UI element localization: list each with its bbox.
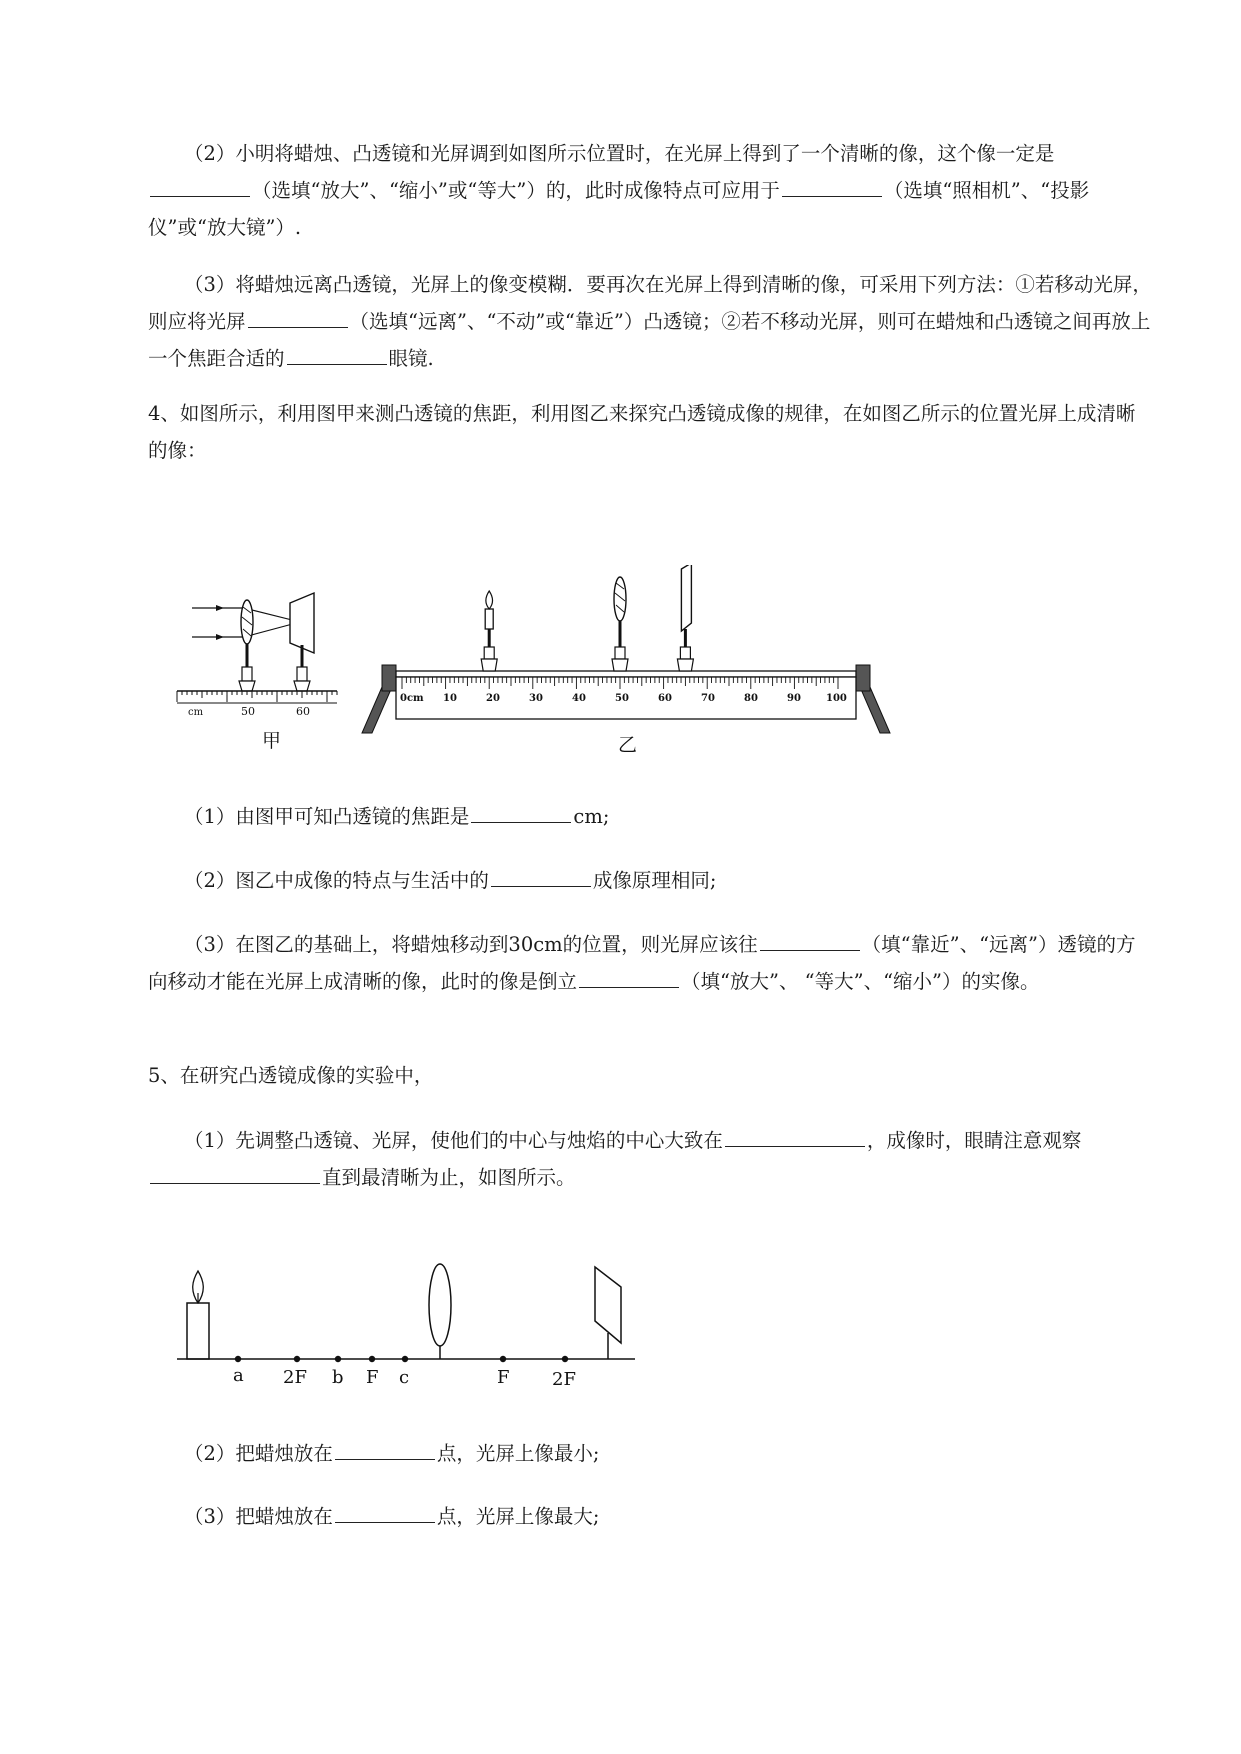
- axis-point-b: [335, 1356, 341, 1362]
- ruler-tick-label: 50: [615, 693, 629, 704]
- figure-yi: [360, 565, 895, 765]
- answer-blank[interactable]: [150, 195, 250, 197]
- q3-part3: [148, 266, 1153, 377]
- q5-part1-text-b: ，成像时，眼睛注意观察: [866, 1129, 1082, 1152]
- bench-leg-right: [860, 687, 890, 733]
- light-screen-icon: [677, 565, 693, 671]
- ruler-tick-label: 30: [529, 693, 543, 704]
- ruler-tick-label: 50: [241, 705, 255, 718]
- ruler-tick-label: 40: [572, 693, 586, 704]
- axis-point-f-left: [369, 1356, 375, 1362]
- q5-part1: [148, 1122, 1153, 1196]
- q3-part3-text-a: （3）将蜡烛远离凸透镜，光屏上的像变模糊．要再次在光屏上得到清晰的像，可采用下列方法：①若移动光屏，则应将光屏: [148, 273, 1152, 333]
- answer-blank[interactable]: [248, 326, 348, 328]
- convex-lens-icon: [612, 577, 628, 671]
- figure-jia: [172, 575, 340, 755]
- q4-stem: [148, 395, 1153, 469]
- ruler-tick-label: 60: [296, 705, 310, 718]
- q5-part2: [148, 1435, 1153, 1472]
- axis-point-2f-left: [294, 1356, 300, 1362]
- q3-part2-text-c: （选填“照相机”、“投影仪”或“放大镜”）.: [148, 179, 1090, 239]
- convex-lens-icon: [241, 600, 253, 644]
- q4-part2-text-b: 成像原理相同;: [592, 869, 717, 892]
- answer-blank[interactable]: [287, 363, 387, 365]
- q4-stem-text: 4、如图所示，利用图甲来测凸透镜的焦距，利用图乙来探究凸透镜成像的规律，在如图乙所示的位置光屏上成清晰的像：: [148, 402, 1136, 462]
- answer-blank[interactable]: [471, 821, 571, 823]
- figure-q5-optical-setup: [175, 1255, 640, 1395]
- q3-part2-text-a: （2）小明将蜡烛、凸透镜和光屏调到如图所示位置时，在光屏上得到了一个清晰的像，这个像一定是: [184, 142, 1055, 165]
- candle-icon: [481, 591, 497, 671]
- axis-point-label: 2F: [552, 1369, 576, 1390]
- bench-rail: [396, 671, 856, 677]
- ruler-tick-label: 80: [744, 693, 758, 704]
- ruler-tick-label: 100: [826, 693, 847, 704]
- q4-part3-text-a: （3）在图乙的基础上，将蜡烛移动到30cm的位置，则光屏应该往: [184, 933, 758, 956]
- axis-point-label: 2F: [283, 1367, 307, 1388]
- q5-part3-text-b: 点，光屏上像最大;: [436, 1505, 600, 1528]
- ruler-ticks: [177, 691, 337, 702]
- ruler-tick-label: 10: [443, 693, 457, 704]
- axis-point-c: [402, 1356, 408, 1362]
- bench-end-left: [382, 665, 396, 691]
- ruler-tick-label: 60: [658, 693, 672, 704]
- answer-blank[interactable]: [491, 885, 591, 887]
- q3-part2-text-b: （选填“放大”、“缩小”或“等大”）的，此时成像特点可应用于: [252, 179, 780, 202]
- figure-label-yi: 乙: [618, 734, 638, 756]
- light-screen-icon: [595, 1267, 621, 1343]
- q4-part2-text-a: （2）图乙中成像的特点与生活中的: [184, 869, 489, 892]
- axis-point-label: b: [332, 1367, 344, 1388]
- figure-label-jia: 甲: [262, 730, 282, 752]
- answer-blank[interactable]: [760, 949, 860, 951]
- q4-part1-text-b: cm;: [573, 805, 610, 828]
- ruler-unit: 0cm: [400, 693, 424, 704]
- candle-body: [187, 1303, 209, 1359]
- q5-part1-text-c: 直到最清晰为止，如图所示。: [322, 1166, 576, 1189]
- answer-blank[interactable]: [579, 986, 679, 988]
- q4-part3-text-b: （填“靠近”、“远离”）透镜的方向移动才能在光屏上成清晰的像，此时的像是倒立: [148, 933, 1136, 993]
- q5-part2-text-a: （2）把蜡烛放在: [184, 1442, 333, 1465]
- q3-part2: [148, 135, 1153, 246]
- answer-blank[interactable]: [782, 195, 882, 197]
- lens-holder: [242, 667, 252, 681]
- answer-blank[interactable]: [725, 1145, 865, 1147]
- q4-part2: [148, 862, 1153, 899]
- q4-part3-text-c: （填“放大”、 “等大”、“缩小”）的实像。: [681, 970, 1040, 993]
- bench-leg-left: [362, 687, 392, 733]
- ray-arrow-icon: [216, 605, 224, 611]
- answer-blank[interactable]: [150, 1182, 320, 1184]
- axis-point-label: a: [233, 1365, 244, 1386]
- axis-point-label: F: [497, 1367, 510, 1388]
- lens-base: [239, 681, 255, 691]
- ray-arrow-icon: [216, 634, 224, 640]
- q4-part1: [148, 798, 1153, 835]
- axis-point-a: [235, 1356, 241, 1362]
- q5-part3: [148, 1498, 1153, 1535]
- ruler-tick-label: 70: [701, 693, 715, 704]
- q3-part3-text-c: 眼镜.: [388, 347, 434, 370]
- light-screen-icon: [290, 593, 314, 653]
- q4-part3: [148, 926, 1153, 1000]
- screen-holder: [297, 667, 307, 681]
- axis-point-label: c: [399, 1367, 410, 1388]
- answer-blank[interactable]: [335, 1521, 435, 1523]
- ruler-tick-label: 20: [486, 693, 500, 704]
- answer-blank[interactable]: [335, 1458, 435, 1460]
- axis-point-f-right: [500, 1356, 506, 1362]
- q5-part2-text-b: 点，光屏上像最小;: [436, 1442, 600, 1465]
- bench-end-right: [856, 665, 870, 691]
- q4-part1-text-a: （1）由图甲可知凸透镜的焦距是: [184, 805, 470, 828]
- q5-stem-text: 5、在研究凸透镜成像的实验中，: [148, 1064, 434, 1087]
- q3-part3-text-b: （选填“远离”、“不动”或“靠近”）凸透镜；②若不移动光屏，则可在蜡烛和凸透镜之间再放上一个焦距合适的: [148, 310, 1151, 370]
- ruler-unit: cm: [188, 707, 204, 718]
- q5-part3-text-a: （3）把蜡烛放在: [184, 1505, 333, 1528]
- ruler-tick-label: 90: [787, 693, 801, 704]
- screen-base: [294, 681, 310, 691]
- axis-point-2f-right: [562, 1356, 568, 1362]
- q5-part1-text-a: （1）先调整凸透镜、光屏，使他们的中心与烛焰的中心大致在: [184, 1129, 723, 1152]
- axis-point-label: F: [366, 1367, 379, 1388]
- q5-stem: [148, 1057, 1153, 1094]
- convex-lens-icon: [429, 1264, 451, 1346]
